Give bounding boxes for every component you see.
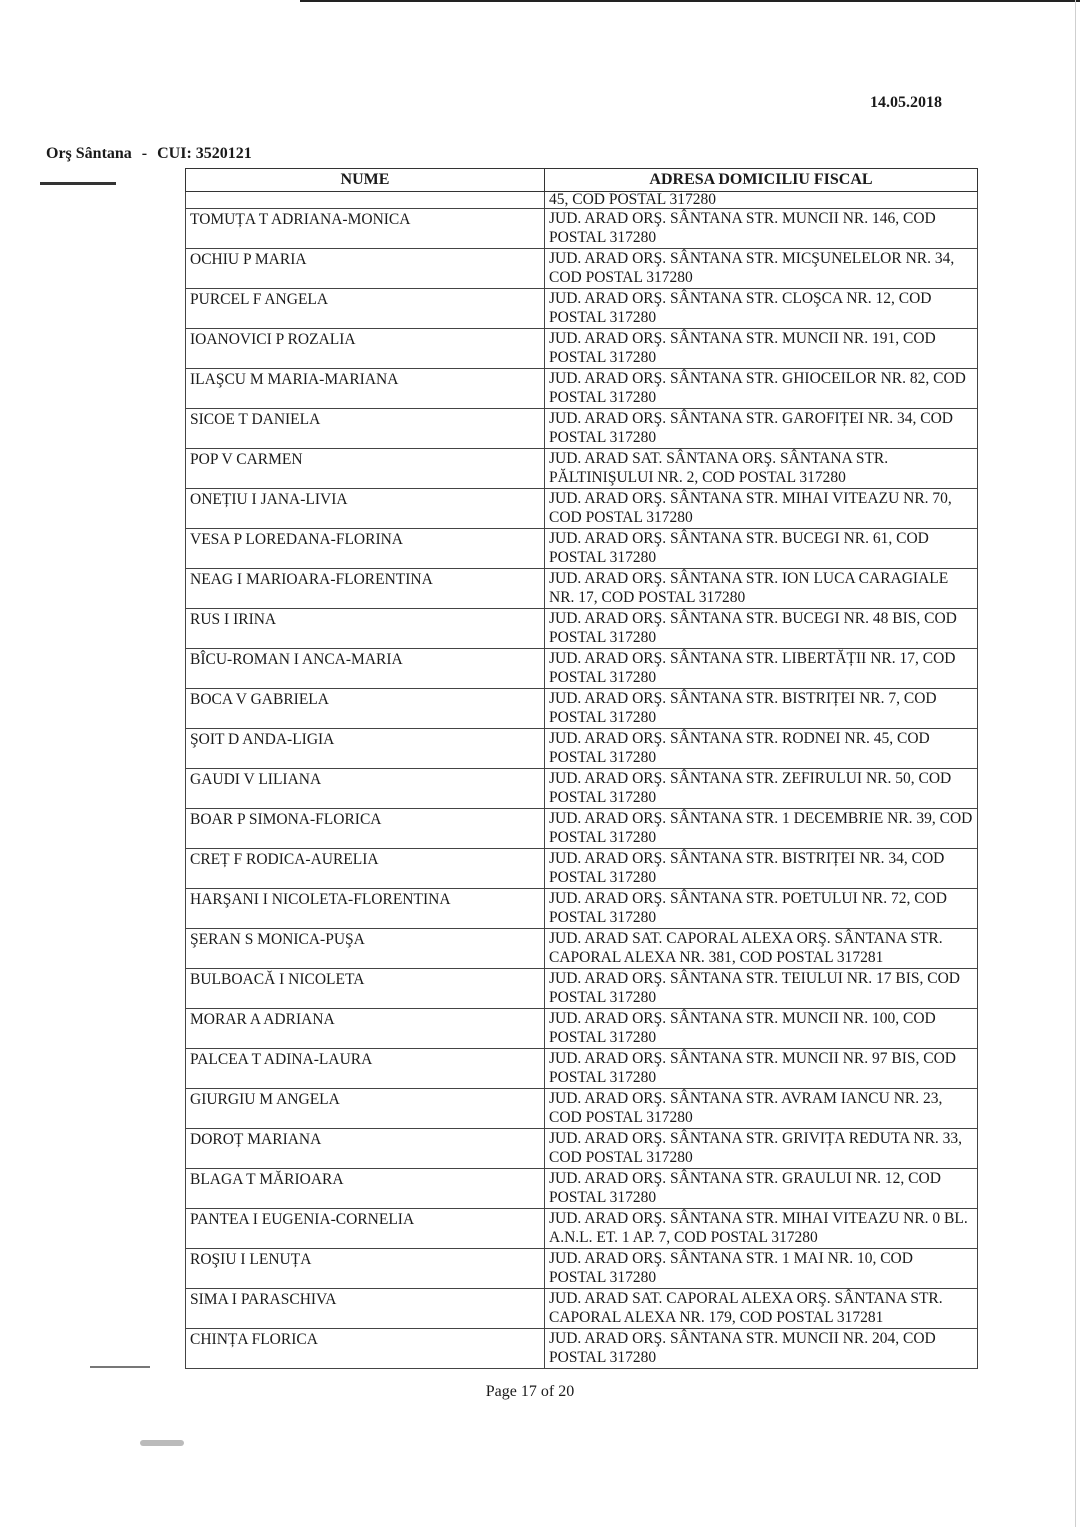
table-row [186, 609, 978, 649]
name-cell: SIMA I PARASCHIVA [186, 1289, 545, 1329]
table-row-continuation [186, 192, 978, 209]
address-cell: JUD. ARAD ORŞ. SÂNTANA STR. MIHAI VITEAZU NR. 0 BL. A.N.L. ET. 1 AP. 7, COD POSTAL 317280 [545, 1209, 978, 1249]
table-row [186, 889, 978, 929]
table-row [186, 1169, 978, 1209]
address-cell: JUD. ARAD ORŞ. SÂNTANA STR. MUNCII NR. 146, COD POSTAL 317280 [545, 209, 978, 249]
address-cell: JUD. ARAD ORŞ. SÂNTANA STR. MUNCII NR. 204, COD POSTAL 317280 [545, 1329, 978, 1369]
name-cell [186, 192, 545, 209]
address-cell: JUD. ARAD ORŞ. SÂNTANA STR. CLOŞCA NR. 12, COD POSTAL 317280 [545, 289, 978, 329]
name-cell: MORAR A ADRIANA [186, 1009, 545, 1049]
taxpayer-table [185, 168, 978, 1369]
entity-header [46, 145, 252, 163]
name-cell: PALCEA T ADINA-LAURA [186, 1049, 545, 1089]
table-row [186, 849, 978, 889]
scan-top-border [300, 0, 1080, 2]
column-header-address: ADRESA DOMICILIU FISCAL [545, 169, 978, 192]
table-row [186, 769, 978, 809]
address-cell: JUD. ARAD ORŞ. SÂNTANA STR. 1 MAI NR. 10, COD POSTAL 317280 [545, 1249, 978, 1289]
table-row [186, 329, 978, 369]
table-row [186, 649, 978, 689]
address-cell: JUD. ARAD ORŞ. SÂNTANA STR. POETULUI NR. 72, COD POSTAL 317280 [545, 889, 978, 929]
entity-name: Orş Sântana [46, 145, 132, 162]
address-cell: JUD. ARAD ORŞ. SÂNTANA STR. MIHAI VITEAZU NR. 70, COD POSTAL 317280 [545, 489, 978, 529]
name-cell: ROŞIU I LENUȚA [186, 1249, 545, 1289]
table-row [186, 1329, 978, 1369]
address-cell: JUD. ARAD ORŞ. SÂNTANA STR. BISTRIȚEI NR. 34, COD POSTAL 317280 [545, 849, 978, 889]
address-cell: JUD. ARAD ORŞ. SÂNTANA STR. AVRAM IANCU NR. 23, COD POSTAL 317280 [545, 1089, 978, 1129]
address-cell: JUD. ARAD ORŞ. SÂNTANA STR. LIBERTĂȚII NR. 17, COD POSTAL 317280 [545, 649, 978, 689]
address-cell: 45, COD POSTAL 317280 [545, 192, 978, 209]
name-cell: ŞOIT D ANDA-LIGIA [186, 729, 545, 769]
name-cell: NEAG I MARIOARA-FLORENTINA [186, 569, 545, 609]
address-cell: JUD. ARAD ORŞ. SÂNTANA STR. GRAULUI NR. 12, COD POSTAL 317280 [545, 1169, 978, 1209]
address-cell: JUD. ARAD ORŞ. SÂNTANA STR. GAROFIȚEI NR. 34, COD POSTAL 317280 [545, 409, 978, 449]
name-cell: GAUDI V LILIANA [186, 769, 545, 809]
table-row [186, 1289, 978, 1329]
address-cell: JUD. ARAD ORŞ. SÂNTANA STR. ZEFIRULUI NR. 50, COD POSTAL 317280 [545, 769, 978, 809]
address-cell: JUD. ARAD ORŞ. SÂNTANA STR. RODNEI NR. 45, COD POSTAL 317280 [545, 729, 978, 769]
table-row [186, 529, 978, 569]
address-cell: JUD. ARAD SAT. SÂNTANA ORŞ. SÂNTANA STR. PĂLTINIŞULUI NR. 2, COD POSTAL 317280 [545, 449, 978, 489]
name-cell: BLAGA T MĂRIOARA [186, 1169, 545, 1209]
table-header-row [186, 169, 978, 192]
column-header-name: NUME [186, 169, 545, 192]
name-cell: PANTEA I EUGENIA-CORNELIA [186, 1209, 545, 1249]
table-row [186, 1249, 978, 1289]
table-row [186, 449, 978, 489]
table-row [186, 369, 978, 409]
name-cell: ILAŞCU M MARIA-MARIANA [186, 369, 545, 409]
name-cell: BULBOACĂ I NICOLETA [186, 969, 545, 1009]
name-cell: BOAR P SIMONA-FLORICA [186, 809, 545, 849]
entity-cui: CUI: 3520121 [157, 145, 252, 162]
table-row [186, 929, 978, 969]
name-cell: TOMUȚA T ADRIANA-MONICA [186, 209, 545, 249]
page-number: Page 17 of 20 [485, 1383, 575, 1400]
table-row [186, 1049, 978, 1089]
scan-right-edge [1075, 0, 1076, 1527]
address-cell: JUD. ARAD ORŞ. SÂNTANA STR. GHIOCEILOR NR. 82, COD POSTAL 317280 [545, 369, 978, 409]
name-cell: SICOE T DANIELA [186, 409, 545, 449]
table-row [186, 1209, 978, 1249]
scan-artifact-mark [40, 182, 116, 185]
name-cell: RUS I IRINA [186, 609, 545, 649]
address-cell: JUD. ARAD ORŞ. SÂNTANA STR. BUCEGI NR. 61, COD POSTAL 317280 [545, 529, 978, 569]
header-separator: - [141, 145, 148, 162]
address-cell: JUD. ARAD SAT. CAPORAL ALEXA ORŞ. SÂNTANA STR. CAPORAL ALEXA NR. 179, COD POSTAL 317281 [545, 1289, 978, 1329]
table-row [186, 569, 978, 609]
name-cell: VESA P LOREDANA-FLORINA [186, 529, 545, 569]
table-row [186, 689, 978, 729]
table-row [186, 209, 978, 249]
table-row [186, 249, 978, 289]
table-row [186, 729, 978, 769]
address-cell: JUD. ARAD ORŞ. SÂNTANA STR. GRIVIȚA REDUTA NR. 33, COD POSTAL 317280 [545, 1129, 978, 1169]
table-row [186, 289, 978, 329]
name-cell: BÎCU-ROMAN I ANCA-MARIA [186, 649, 545, 689]
address-cell: JUD. ARAD ORŞ. SÂNTANA STR. BISTRIȚEI NR. 7, COD POSTAL 317280 [545, 689, 978, 729]
name-cell: PURCEL F ANGELA [186, 289, 545, 329]
name-cell: ONEȚIU I JANA-LIVIA [186, 489, 545, 529]
name-cell: BOCA V GABRIELA [186, 689, 545, 729]
table-row [186, 409, 978, 449]
name-cell: POP V CARMEN [186, 449, 545, 489]
address-cell: JUD. ARAD ORŞ. SÂNTANA STR. ION LUCA CARAGIALE NR. 17, COD POSTAL 317280 [545, 569, 978, 609]
address-cell: JUD. ARAD ORŞ. SÂNTANA STR. 1 DECEMBRIE NR. 39, COD POSTAL 317280 [545, 809, 978, 849]
address-cell: JUD. ARAD ORŞ. SÂNTANA STR. TEIULUI NR. 17 BIS, COD POSTAL 317280 [545, 969, 978, 1009]
name-cell: OCHIU P MARIA [186, 249, 545, 289]
address-cell: JUD. ARAD ORŞ. SÂNTANA STR. MUNCII NR. 97 BIS, COD POSTAL 317280 [545, 1049, 978, 1089]
address-cell: JUD. ARAD ORŞ. SÂNTANA STR. MUNCII NR. 100, COD POSTAL 317280 [545, 1009, 978, 1049]
table-row [186, 1089, 978, 1129]
scan-artifact-mark [140, 1440, 184, 1446]
table-row [186, 809, 978, 849]
address-cell: JUD. ARAD ORŞ. SÂNTANA STR. BUCEGI NR. 48 BIS, COD POSTAL 317280 [545, 609, 978, 649]
name-cell: ŞERAN S MONICA-PUŞA [186, 929, 545, 969]
name-cell: IOANOVICI P ROZALIA [186, 329, 545, 369]
address-cell: JUD. ARAD ORŞ. SÂNTANA STR. MICŞUNELELOR NR. 34, COD POSTAL 317280 [545, 249, 978, 289]
table-row [186, 489, 978, 529]
table-row [186, 1129, 978, 1169]
address-cell: JUD. ARAD ORŞ. SÂNTANA STR. MUNCII NR. 191, COD POSTAL 317280 [545, 329, 978, 369]
scan-artifact-mark [90, 1366, 150, 1368]
name-cell: CHINȚA FLORICA [186, 1329, 545, 1369]
name-cell: GIURGIU M ANGELA [186, 1089, 545, 1129]
address-cell: JUD. ARAD SAT. CAPORAL ALEXA ORŞ. SÂNTANA STR. CAPORAL ALEXA NR. 381, COD POSTAL 317281 [545, 929, 978, 969]
name-cell: CREȚ F RODICA-AURELIA [186, 849, 545, 889]
name-cell: HARŞANI I NICOLETA-FLORENTINA [186, 889, 545, 929]
document-date: 14.05.2018 [870, 94, 942, 111]
name-cell: DOROȚ MARIANA [186, 1129, 545, 1169]
table-row [186, 1009, 978, 1049]
table-row [186, 969, 978, 1009]
